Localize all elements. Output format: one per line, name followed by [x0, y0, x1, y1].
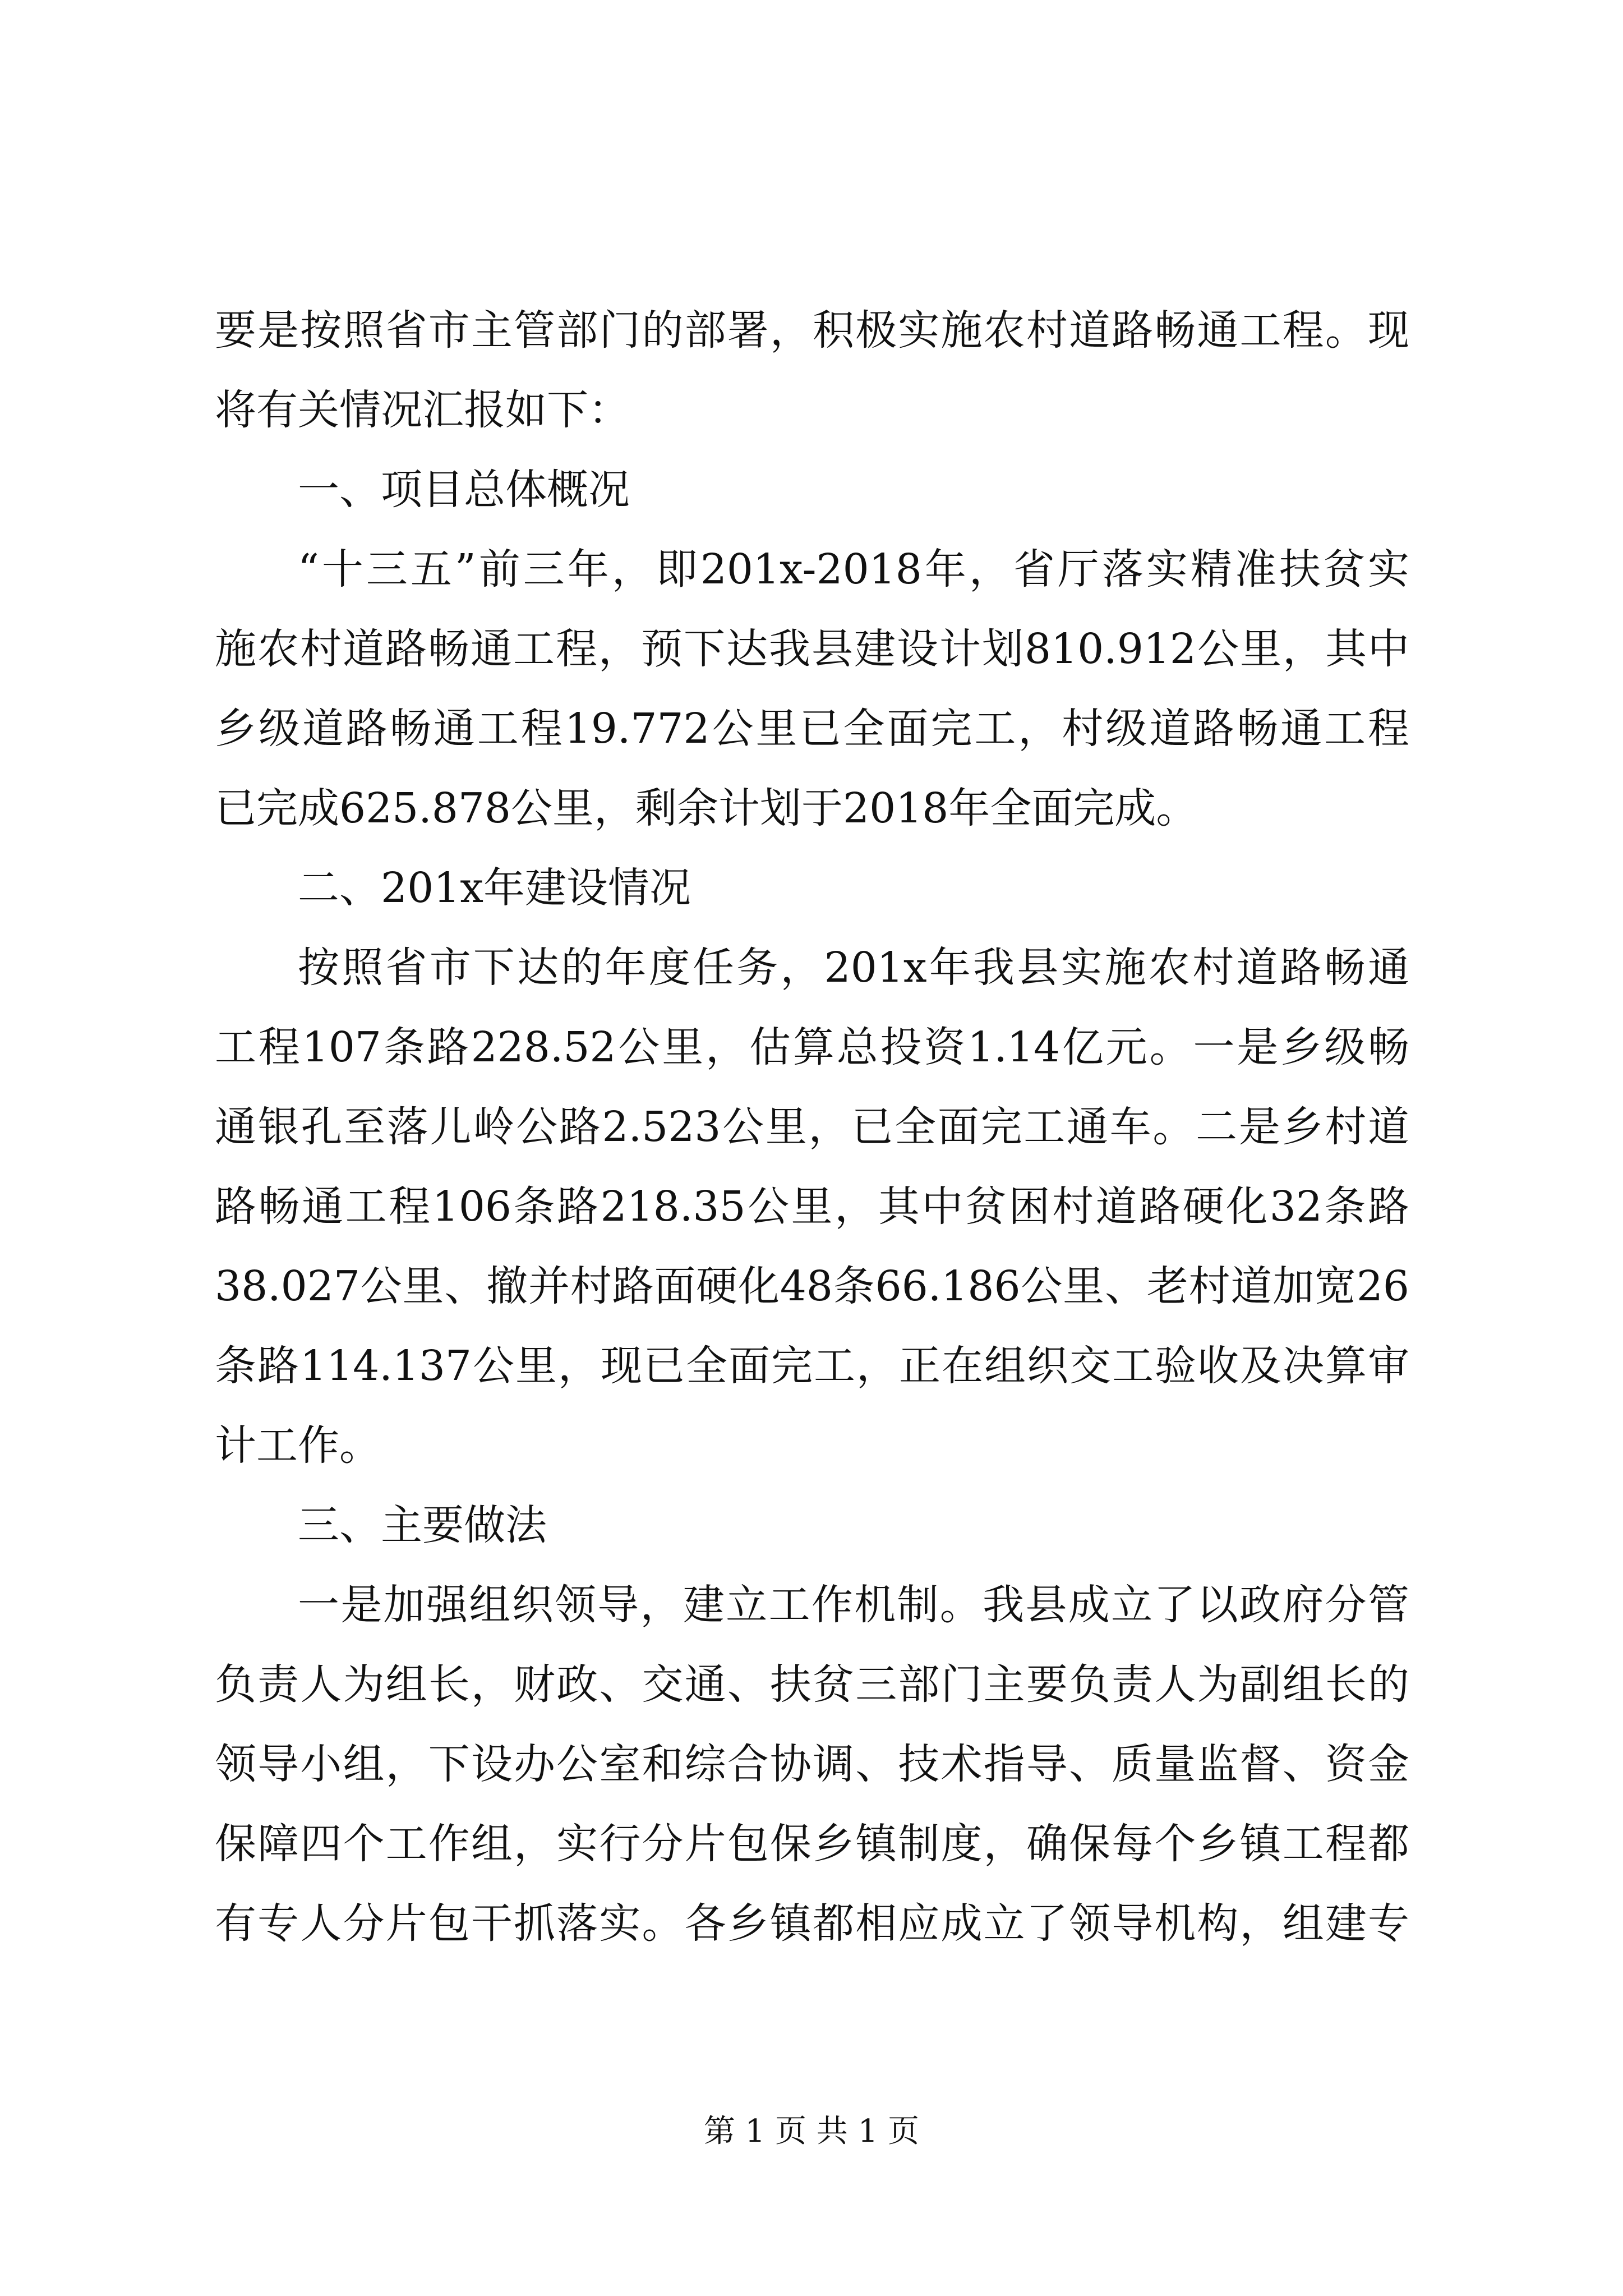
text-line: 领导小组，下设办公室和综合协调、技术指导、质量监督、资金	[215, 1740, 1409, 1788]
text-line: 按照省市下达的年度任务，201x年我县实施农村道路畅通	[298, 944, 1409, 992]
text-line: 工程107条路228.52公里，估算总投资1.14亿元。一是乡级畅	[215, 1023, 1409, 1071]
text-line: 乡级道路畅通工程19.772公里已全面完工，村级道路畅通工程	[215, 705, 1409, 753]
text-line: 计工作。	[215, 1421, 381, 1470]
text-line: 负责人为组长，财政、交通、扶贫三部门主要负责人为副组长的	[215, 1660, 1409, 1709]
text-line: 已完成625.878公里，剩余计划于2018年全面完成。	[215, 784, 1198, 832]
text-line: “十三五”前三年，即201x-2018年，省厅落实精准扶贫实	[298, 545, 1409, 593]
text-line: 38.027公里、撤并村路面硬化48条66.186公里、老村道加宽26	[215, 1262, 1409, 1310]
text-line: 保障四个工作组，实行分片包保乡镇制度，确保每个乡镇工程都	[215, 1820, 1409, 1868]
section-heading: 三、主要做法	[298, 1501, 547, 1549]
text-line: 通银孔至落儿岭公路2.523公里，已全面完工通车。二是乡村道	[215, 1103, 1409, 1151]
text-line: 有专人分片包干抓落实。各乡镇都相应成立了领导机构，组建专	[215, 1899, 1409, 1948]
text-line: 路畅通工程106条路218.35公里，其中贫困村道路硬化32条路	[215, 1182, 1409, 1231]
text-line: 要是按照省市主管部门的部署，积极实施农村道路畅通工程。现	[215, 306, 1409, 355]
document-body	[215, 291, 1409, 1963]
page-number-footer: 第 1 页 共 1 页	[703, 2113, 920, 2150]
section-heading: 一、项目总体概况	[298, 466, 630, 514]
text-line: 一是加强组织领导，建立工作机制。我县成立了以政府分管	[298, 1581, 1409, 1629]
section-heading: 二、201x年建设情况	[298, 864, 691, 912]
text-line: 条路114.137公里，现已全面完工，正在组织交工验收及决算审	[215, 1342, 1409, 1390]
text-line: 将有关情况汇报如下：	[215, 386, 630, 434]
text-line: 施农村道路畅通工程，预下达我县建设计划810.912公里，其中	[215, 625, 1409, 673]
